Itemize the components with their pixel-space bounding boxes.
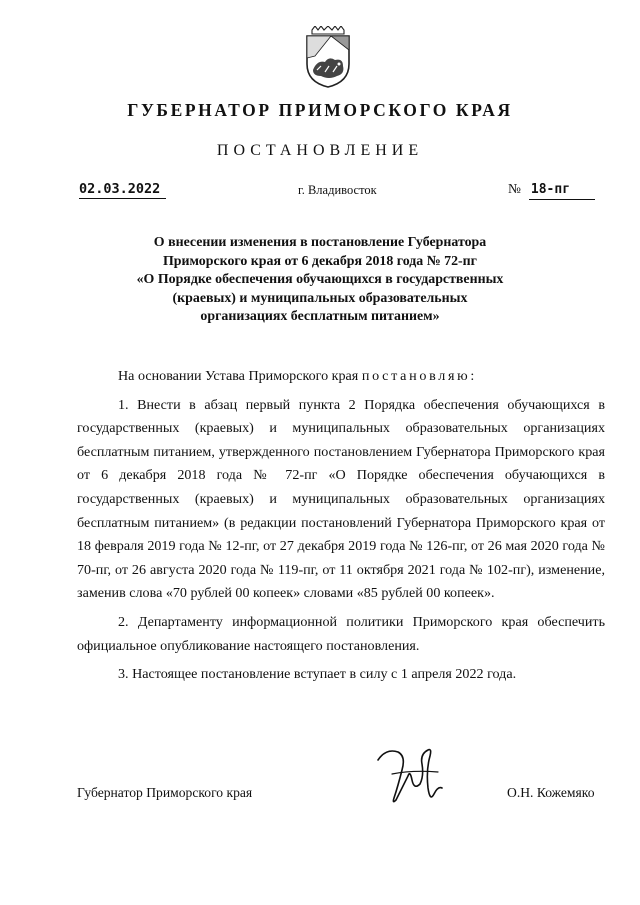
document-number-field: [508, 180, 595, 200]
heading-line: О внесении изменения в постановление Губернатора: [153, 235, 487, 250]
heading-line: «О Порядке обеспечения обучающихся в государственных: [136, 272, 504, 288]
preamble-colon: :: [470, 368, 475, 384]
document-date: 02.03.2022: [79, 180, 166, 199]
signature-block: [0, 782, 640, 812]
signatory-position: Губернатор Приморского края: [77, 785, 253, 800]
decree-keyword: постановляю: [361, 368, 471, 384]
preamble-text: На основании Устава Приморского края: [118, 368, 362, 384]
decree-item-2: 2. Департаменту информационной политики Приморского края обеспечить официальное опубликование настоящего постановления.: [77, 613, 605, 654]
document-body: [77, 365, 605, 687]
document-heading: [100, 234, 540, 327]
organization-title: ГУБЕРНАТОР ПРИМОРСКОГО КРАЯ: [127, 100, 513, 120]
document-type: ПОСТАНОВЛЕНИЕ: [216, 142, 424, 159]
number-sign: №: [508, 181, 521, 196]
decree-item-3: 3. Настоящее постановление вступает в силу с 1 апреля 2022 года.: [118, 666, 517, 683]
document-city: г. Владивосток: [298, 183, 377, 197]
primorsky-krai-coat-of-arms-icon: [303, 26, 353, 88]
heading-line: организациях бесплатным питанием»: [200, 309, 440, 325]
heading-line: (краевых) и муниципальных образовательных: [172, 290, 468, 306]
signatory-name: О.Н. Кожемяко: [507, 785, 595, 800]
decree-item-1: 1. Внести в абзац первый пункта 2 Порядка обеспечения обучающихся в государственных (краевых) и муниципальных образовательных организациях бесплатным питанием, утвержденного постановлением Губернатора Приморского края от 6 декабря 2018 года № 72-пг «О Порядке обеспечения обучающихся в государственных (краевых) и муниципальных образовательных организациях бесплатным питанием» (в редакции постановлений Губернатора Приморского края от 18 февраля 2019 года № 12-пг, от 27 декабря 2019 года № 126-пг, от 26 мая 2020 года № 70-пг, от 26 августа 2020 года № 119-пг, от 11 октября 2021 года № 102-пг), изменение, заменив слова «70 рублей 00 копеек» словами «85 рублей 00 копеек».: [77, 396, 605, 602]
document-number: 18-пг: [529, 181, 595, 200]
heading-line: Приморского края от 6 декабря 2018 года № 72-пг: [163, 253, 477, 269]
preamble: [77, 365, 605, 389]
document-meta: [0, 180, 640, 202]
